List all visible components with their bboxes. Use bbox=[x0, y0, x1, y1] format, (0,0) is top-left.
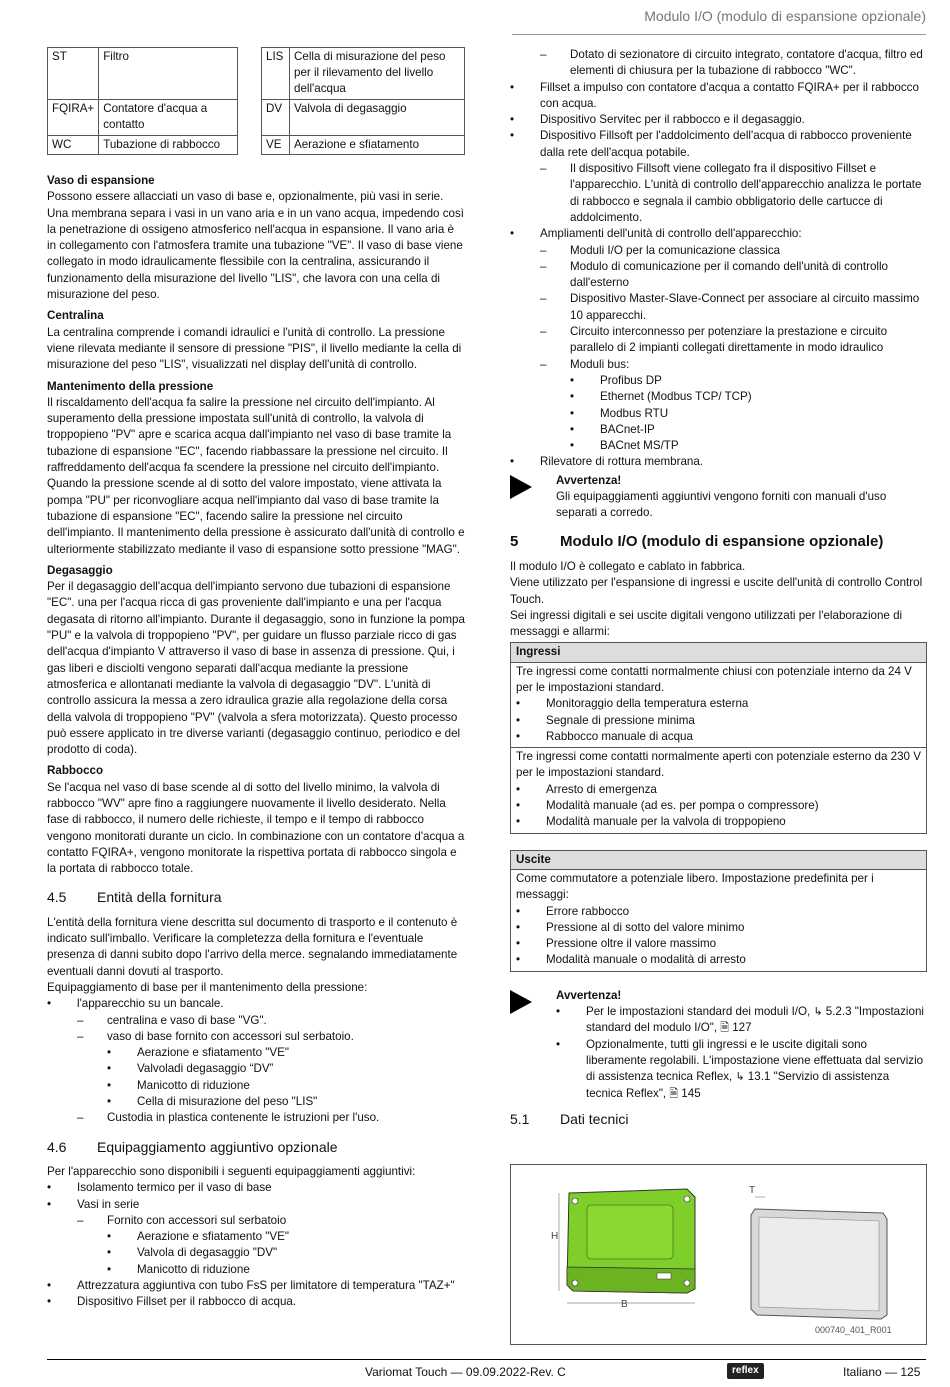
right-column bbox=[510, 47, 927, 1136]
cross-reference-icon: ↳ bbox=[813, 1006, 826, 1019]
list-equipaggiamento bbox=[47, 1180, 465, 1310]
table-row: ST Filtro bbox=[48, 48, 238, 100]
arrow-icon bbox=[510, 988, 556, 1102]
page-icon: 🗎 bbox=[669, 1087, 682, 1100]
list-uscite bbox=[516, 904, 921, 969]
footer-lang-page: Italiano — 125 bbox=[843, 1365, 921, 1379]
list-item: – vaso di base fornito con accessori sul serbatoio. bbox=[47, 1029, 465, 1045]
list-item: • Rilevatore di rottura membrana. bbox=[510, 454, 927, 470]
list-item: • Ampliamenti dell'unità di controllo dell'apparecchio: bbox=[510, 226, 927, 242]
box-ingressi bbox=[510, 642, 927, 833]
dimension-label-t: T bbox=[749, 1185, 756, 1196]
list-item: • Valvoladi degasaggio “DV” bbox=[47, 1061, 465, 1077]
list-item: • Pressione oltre il valore massimo bbox=[516, 936, 921, 952]
table-row: FQIRA+ Contatore d'acqua a contatto bbox=[48, 100, 238, 136]
footer-logo: reflex bbox=[727, 1363, 764, 1379]
list-item: • BACnet-IP bbox=[510, 422, 927, 438]
list-fornitura bbox=[47, 996, 465, 1126]
heading-vaso: Vaso di espansione bbox=[47, 174, 155, 187]
list-item: • Fillset a impulso con contatore d'acqua a contatto FQIRA+ per il rabbocco con acqua. bbox=[510, 80, 927, 113]
page-link[interactable]: 127 bbox=[732, 1021, 752, 1035]
page-link[interactable]: 145 bbox=[681, 1086, 701, 1100]
paragraph-s5-1: Il modulo I/O è collegato e cablato in fabbrica. bbox=[510, 559, 746, 573]
list-item: • Aerazione e sfiatamento "VE" bbox=[47, 1229, 465, 1245]
paragraph-fornitura: L'entità della fornitura viene descritta sul documento di trasporto e il contenuto è indicato sull'imballo. Verificare la completezza della fornitura e l'eventuale presenza di danni subito dopo l'arrivo della merce. segnalando immediatamente eventuali danni dovuti al trasporto. bbox=[47, 915, 458, 978]
cross-reference-link[interactable]: 13.1 "Servizio di assistenza tecnica Reflex", bbox=[586, 1070, 890, 1100]
section-number: 5 bbox=[510, 532, 519, 550]
section-number: 5.1 bbox=[510, 1110, 530, 1127]
section-title: Modulo I/O (modulo di espansione opzionale) bbox=[560, 532, 884, 550]
dimension-label-b: B bbox=[621, 1299, 628, 1310]
cross-reference-icon: ↳ bbox=[735, 1071, 748, 1084]
box-part bbox=[511, 747, 926, 832]
section-title: Equipaggiamento aggiuntivo opzionale bbox=[97, 1138, 338, 1155]
dimension-label-h: H bbox=[551, 1231, 559, 1242]
list-item: • Pressione al di sotto del valore minimo bbox=[516, 920, 921, 936]
list-item: • BACnet MS/TP bbox=[510, 438, 927, 454]
paragraph-centralina: La centralina comprende i comandi idraulici e l'unità di controllo. La pressione viene rilevata mediante il sensore di pressione "PIS", il livello mediante la cella di misurazione del peso "LIS", visualizzati nel display dell'unità di controllo. bbox=[47, 325, 462, 372]
list-item: • Dispositivo Fillsoft per l'addolcimento dell'acqua di rabbocco proveniente dalla rete dell'acqua potabile. bbox=[510, 128, 927, 161]
section-title: Entità della fornitura bbox=[97, 889, 222, 906]
list-item: • Dispositivo Servitec per il rabbocco e il degasaggio. bbox=[510, 112, 927, 128]
list-item: – centralina e vaso di base "VG". bbox=[47, 1013, 465, 1029]
list-item: • Attrezzatura aggiuntiva con tubo FsS per limitatore di temperatura "TAZ+" bbox=[47, 1278, 465, 1294]
arrow-icon bbox=[510, 473, 556, 522]
page-header-title: Modulo I/O (modulo di espansione opzionale) bbox=[644, 8, 926, 24]
list-ingressi-2 bbox=[516, 782, 921, 831]
list-item: • Valvola di degasaggio "DV" bbox=[47, 1245, 465, 1261]
list-item: • Manicotto di riduzione bbox=[47, 1078, 465, 1094]
list-item: • Per le impostazioni standard dei moduli I/O, ↳ 5.2.3 "Impostazioni standard del modulo I/O", 🗎 127 bbox=[556, 1004, 927, 1037]
paragraph-equipaggiamento-base: Equipaggiamento di base per il mantenimento della pressione: bbox=[47, 980, 368, 994]
list-ingressi-1 bbox=[516, 696, 921, 745]
note-title: Avvertenza! bbox=[556, 988, 622, 1002]
list-item: • Errore rabbocco bbox=[516, 904, 921, 920]
note-list bbox=[556, 1004, 927, 1102]
list-item: – Modulo di comunicazione per il comando dell'unità di controllo dall'esterno bbox=[510, 259, 927, 292]
page-icon: 🗎 bbox=[720, 1022, 733, 1035]
legend-table-left bbox=[47, 47, 238, 155]
io-module-illustration bbox=[511, 1165, 926, 1344]
table-row: LIS Cella di misurazione del peso per il rilevamento del livello dell'acqua bbox=[262, 48, 465, 100]
list-item: • Profibus DP bbox=[510, 373, 927, 389]
paragraph-s5-3: Sei ingressi digitali e sei uscite digitali vengono utilizzati per l'elaborazione di messaggi e allarmi: bbox=[510, 608, 903, 639]
section-heading-4-6 bbox=[47, 1139, 465, 1155]
list-item: – Circuito interconnesso per potenziare la prestazione e circuito parallelo di 2 impianti collegati direttamente in modo idraulico bbox=[510, 324, 927, 357]
footer-rule bbox=[47, 1359, 926, 1360]
list-item: • Isolamento termico per il vaso di base bbox=[47, 1180, 465, 1196]
box-part bbox=[511, 663, 926, 747]
list-item: • Rabbocco manuale di acqua bbox=[516, 729, 921, 745]
list-item: – Dispositivo Master-Slave-Connect per associare al circuito massimo 10 apparecchi. bbox=[510, 291, 927, 324]
module-front-view bbox=[567, 1189, 695, 1293]
list-item: – Moduli I/O per la comunicazione classica bbox=[510, 243, 927, 259]
left-column bbox=[47, 168, 465, 1311]
heading-degasaggio: Degasaggio bbox=[47, 563, 113, 577]
note-title: Avvertenza! bbox=[556, 473, 622, 487]
list-item: • l'apparecchio su un bancale. bbox=[47, 996, 465, 1012]
paragraph-degasaggio: Per il degasaggio dell'acqua dell'impianto servono due tubazioni di espansione "EC". una per l'acqua ricca di gas proveniente dall'impianto e una per l'acqua degasata di ritorno all'impianto. Durante il degasaggio, sono in funzione la pompa "PU" e la valvola di troppopieno "PV", per guidare un flusso parziale ricco di gas dell'acqua d'impianto V attraverso il vaso di base in assenza di pressione. Qui, i gas liberi e disciolti vengono separati dall'acqua mediante la pressione atmosferica e allontanati mediante la valvola di degasaggio "DV". L'unità di controllo assicura la messa a zero idraulica grazie alla regolazione della corsa della valvola di troppopieno "PV" (valvola a sfera motorizzata). Questo processo può essere applicato in tre diverse varianti (degasaggio continuo, periodico e del prodotto di coda). bbox=[47, 580, 465, 757]
note-text: Gli equipaggiamenti aggiuntivi vengono forniti con manuali d'uso separati a corredo. bbox=[556, 490, 887, 520]
box-paragraph: Tre ingressi come contatti normalmente chiusi con potenziale interno da 24 V per le impostazioni standard. bbox=[516, 664, 912, 694]
paragraph-mantenimento: Il riscaldamento dell'acqua fa salire la pressione nel circuito dell'impianto. Al superamento della pressione impostata sull'unità di controllo, la valvola di troppopieno "PV" apre e scarica acqua dall'impianto nel vaso di base tramite la tubazione di espansione "EC", facendo riabbassare la pressione nel circuito. Il raffreddamento dell'acqua fa scendere la pressione nel circuito dell'impianto. Quando la pressione scende al di sotto del valore impostato, viene attivata la pompa "PU" per riconvogliare acqua nell'impianto dal vaso di base tramite la tubazione di espansione "EC", facendo salire la pressione nel circuito dell'impianto. Il mantenimento della pressione è assicurato dall'unità di controllo e ulteriormente stabilizzato mediante il vaso di espansione sotto pressione "MAG". bbox=[47, 395, 465, 556]
header-rule bbox=[512, 34, 926, 35]
list-item: • Modalità manuale per la valvola di troppopieno bbox=[516, 814, 921, 830]
paragraph-equipaggiamento-aggiuntivo: Per l'apparecchio sono disponibili i seguenti equipaggiamenti aggiuntivi: bbox=[47, 1164, 416, 1178]
paragraph-rabbocco: Se l'acqua nel vaso di base scende al di sotto del livello minimo, la valvola di rabbocco "WV" apre fino a raggiungere nuovamente il livello desiderato. Nella fase di rabbocco, il numero delle richieste, il tempo e il tempo di rabbocco vengono monitorati durante un ciclo. In combinazione con un contatore d'acqua a contatto FQIRA+, vengono monitorate la rispettiva portata di rabbocco singola e la portata di rabbocco totale. bbox=[47, 780, 465, 876]
heading-rabbocco: Rabbocco bbox=[47, 764, 104, 778]
heading-centralina: Centralina bbox=[47, 309, 104, 323]
list-item: • Opzionalmente, tutti gli ingressi e le uscite digitali sono liberamente regolabili. L'impostazione viene effettuata dal servizio di assistenza tecnica Reflex, ↳ 13.1 "Servizio di assistenza tecnica Reflex", 🗎 145 bbox=[556, 1037, 927, 1102]
list-item: • Cella di misurazione del peso "LIS" bbox=[47, 1094, 465, 1110]
list-item: • Segnale di pressione minima bbox=[516, 713, 921, 729]
box-uscite bbox=[510, 850, 927, 972]
list-item: • Aerazione e sfiatamento "VE" bbox=[47, 1045, 465, 1061]
heading-mantenimento: Mantenimento della pressione bbox=[47, 379, 214, 393]
section-title: Dati tecnici bbox=[560, 1110, 629, 1127]
technical-figure bbox=[510, 1164, 927, 1345]
footer-doc: Variomat Touch — 09.09.2022-Rev. C bbox=[365, 1365, 566, 1379]
list-item: – Custodia in plastica contenente le istruzioni per l'uso. bbox=[47, 1110, 465, 1126]
legend-table-right bbox=[261, 47, 465, 155]
box-title: Uscite bbox=[511, 851, 926, 870]
list-item: • Modbus RTU bbox=[510, 406, 927, 422]
cross-reference-link[interactable]: 5.2.3 "Impostazioni standard del modulo I/O", bbox=[586, 1005, 924, 1035]
table-row: WC Tubazione di rabbocco bbox=[48, 136, 238, 155]
paragraph-s5-2: Viene utilizzato per l'espansione di ingressi e uscite dell'unità di controllo Control Touch. bbox=[510, 576, 923, 606]
list-item: • Modalità manuale o modalità di arresto bbox=[516, 952, 921, 968]
box-paragraph: Tre ingressi come contatti normalmente aperti con potenziale esterno da 230 V per le impostazioni standard. bbox=[516, 750, 921, 780]
section-heading-5-1 bbox=[510, 1111, 927, 1127]
list-item: • Monitoraggio della temperatura esterna bbox=[516, 696, 921, 712]
list-item: – Il dispositivo Fillsoft viene collegato fra il dispositivo Fillset e l'apparecchio. L'unità di controllo dell'apparecchio analizza le portate di rabbocco e segnala il cambio obbligatorio delle cartucce di addolcimento. bbox=[510, 161, 927, 226]
list-item: – Fornito con accessori sul serbatoio bbox=[47, 1213, 465, 1229]
section-heading-4-5 bbox=[47, 889, 465, 905]
module-side-view bbox=[751, 1209, 887, 1319]
list-equipaggiamento-cont bbox=[510, 47, 927, 471]
list-item: – Dotato di sezionatore di circuito integrato, contatore d'acqua, filtro ed elementi di chiusura per la tubazione di rabbocco "WC". bbox=[510, 47, 927, 80]
warning-note-1 bbox=[510, 473, 927, 522]
figure-code: 000740_401_R001 bbox=[815, 1325, 892, 1335]
list-item: • Manicotto di riduzione bbox=[47, 1262, 465, 1278]
box-paragraph: Come commutatore a potenziale libero. Impostazione predefinita per i messaggi: bbox=[516, 871, 874, 902]
warning-note-2 bbox=[510, 988, 927, 1102]
list-item: • Vasi in serie bbox=[47, 1197, 465, 1213]
paragraph-vaso: Possono essere allacciati un vaso di base e, opzionalmente, più vasi in serie. Una membrana separa i vasi in un vano aria e in un vano acqua, impedendo così la penetrazione di ossigeno atmosferico nell'acqua in espansione. Il vano aria è in collegamento con l'atmosfera tramite una tubazione "VE". Il vaso di base viene collegato in modo idraulicamente flessibile con la centralina, assicurando il funzionamento della misurazione del livello "LIS", che lavora con una cella di misurazione del peso. bbox=[47, 190, 464, 302]
box-title: Ingressi bbox=[511, 643, 926, 662]
box-part bbox=[511, 870, 926, 971]
section-number: 4.5 bbox=[47, 889, 67, 906]
table-row: VE Aerazione e sfiatamento bbox=[262, 136, 465, 155]
list-item: – Moduli bus: bbox=[510, 357, 927, 373]
list-item: • Dispositivo Fillset per il rabbocco di acqua. bbox=[47, 1294, 465, 1310]
section-heading-5 bbox=[510, 534, 927, 550]
list-item: • Ethernet (Modbus TCP/ TCP) bbox=[510, 389, 927, 405]
section-number: 4.6 bbox=[47, 1138, 67, 1155]
table-row: DV Valvola di degasaggio bbox=[262, 100, 465, 136]
list-item: • Arresto di emergenza bbox=[516, 782, 921, 798]
list-item: • Modalità manuale (ad es. per pompa o compressore) bbox=[516, 798, 921, 814]
